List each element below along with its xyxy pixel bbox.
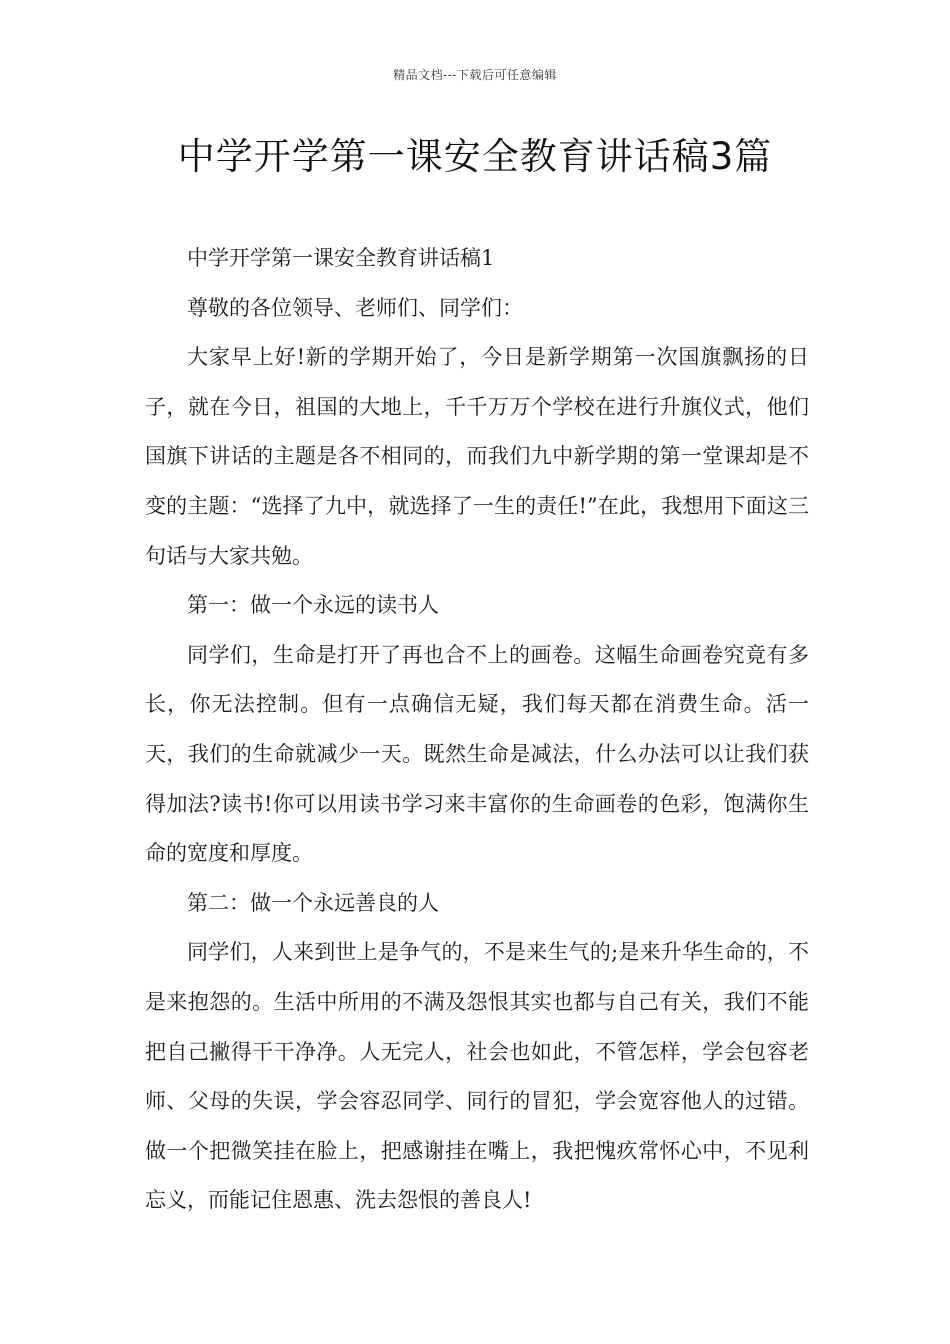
section-heading: 第一：做一个永远的读书人 [187, 593, 439, 618]
header-note: 精品文档---下载后可任意编辑 [393, 68, 557, 82]
document-body [145, 234, 809, 1226]
body-paragraph: 同学们，生命是打开了再也合不上的画卷。这幅生命画卷究竟有多长，你无法控制。但有一点确信无疑，我们每天都在消费生命。活一天，我们的生命就减少一天。既然生命是减法，什么办法可以让我们获得加法?读书!你可以用读书学习来丰富你的生命画卷的色彩，饱满你生命的宽度和厚度。 [145, 642, 809, 866]
body-paragraph: 同学们，人来到世上是争气的，不是来生气的;是来升华生命的，不是来抱怨的。生活中所用的不满及怨恨其实也都与自己有关，我们不能把自己撇得干干净净。人无完人，社会也如此，不管怎样，学会包容老师、父母的失误，学会容忍同学、同行的冒犯，学会宽容他人的过错。做一个把微笑挂在脸上，把感谢挂在嘴上，我把愧疚常怀心中，不见利忘义，而能记住恩惠、洗去怨恨的善良人! [145, 940, 809, 1213]
subtitle-paragraph: 中学开学第一课安全教育讲话稿1 [187, 246, 495, 270]
document-title: 中学开学第一课安全教育讲话稿3篇 [177, 135, 773, 178]
section-heading: 第二：做一个永远善良的人 [187, 890, 439, 915]
body-paragraph: 大家早上好!新的学期开始了，今日是新学期第一次国旗飘扬的日子，就在今日，祖国的大地上，千千万万个学校在进行升旗仪式，他们国旗下讲话的主题是各不相同的，而我们九中新学期的第一堂课却是不变的主题：“选择了九中，就选择了一生的责任!”在此，我想用下面这三句话与大家共勉。 [145, 345, 809, 568]
salutation-paragraph: 尊敬的各位领导、老师们、同学们： [187, 295, 523, 320]
